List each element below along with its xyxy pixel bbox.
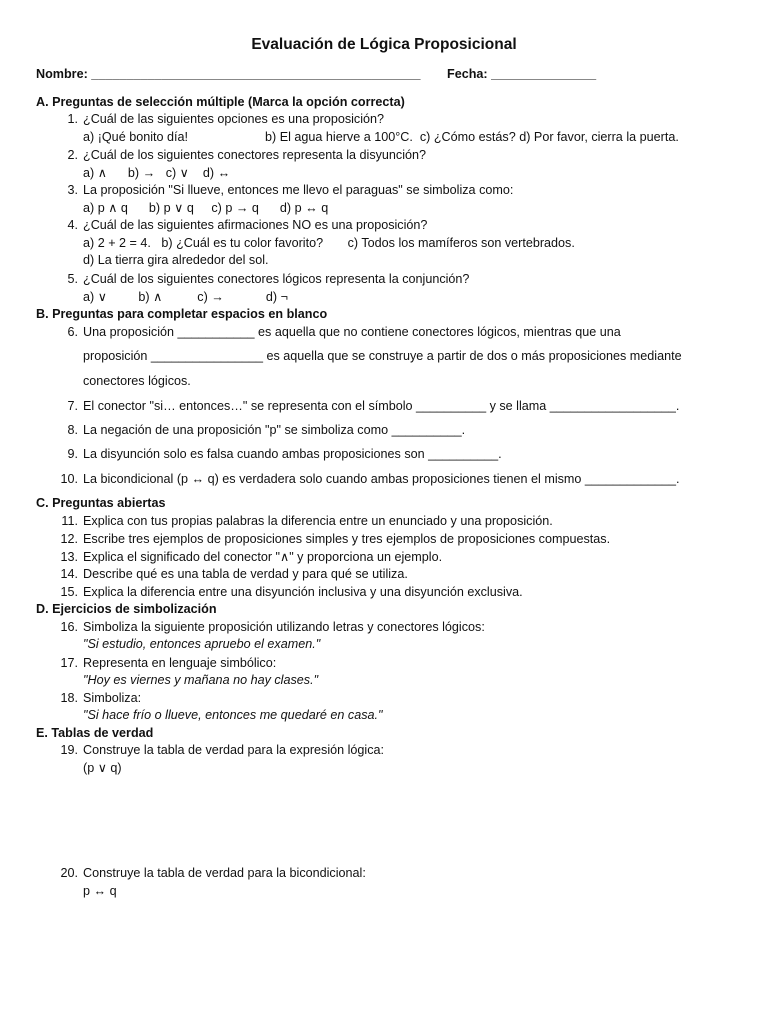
question-number: 10. xyxy=(60,472,78,486)
question-number: 18. xyxy=(60,691,78,705)
question-number: 12. xyxy=(60,532,78,546)
question-3-text: La proposición "Si llueve, entonces me llevo el paraguas" se simboliza como: xyxy=(83,183,514,197)
question-2-text: ¿Cuál de los siguientes conectores representa la disyunción? xyxy=(83,148,427,162)
question-17-text: Representa en lenguaje simbólico: xyxy=(83,656,277,670)
section-d-heading: D. Ejercicios de simbolización xyxy=(36,602,217,616)
nombre-field: Nombre: _______________________________________________ xyxy=(36,67,421,81)
question-13-text: Explica el significado del conector "∧" y proporciona un ejemplo. xyxy=(83,550,443,564)
question-9-text: La disyunción solo es falsa cuando ambas proposiciones son __________. xyxy=(83,447,502,461)
question-number: 20. xyxy=(60,866,78,880)
question-number: 14. xyxy=(60,567,78,581)
fecha-field: Fecha: _______________ xyxy=(447,67,597,81)
section-a-heading: A. Preguntas de selección múltiple (Marca la opción correcta) xyxy=(36,95,405,109)
section-b-heading: B. Preguntas para completar espacios en blanco xyxy=(36,307,328,321)
question-20-expression: p ↔ q xyxy=(83,884,117,898)
question-16-quote: "Si estudio, entonces apruebo el examen." xyxy=(83,637,321,651)
question-3-options: a) p ∧ q b) p ∨ q c) p → q d) p ↔ q xyxy=(83,201,329,215)
question-7-text: El conector "si… entonces…" se representa con el símbolo __________ y se llama __________________. xyxy=(83,399,680,413)
question-number: 4. xyxy=(67,218,78,232)
question-4-options: a) 2 + 2 = 4. b) ¿Cuál es tu color favorito? c) Todos los mamíferos son vertebrados. xyxy=(83,236,575,250)
question-2-options: a) ∧ b) → c) ∨ d) ↔ xyxy=(83,166,231,180)
question-6-line-3: conectores lógicos. xyxy=(83,374,191,388)
question-number: 2. xyxy=(67,148,78,162)
page-title: Evaluación de Lógica Proposicional xyxy=(251,36,517,53)
question-1-options-rest: b) El agua hierve a 100°C. c) ¿Cómo estás? d) Por favor, cierra la puerta. xyxy=(265,130,679,144)
section-c-heading: C. Preguntas abiertas xyxy=(36,496,166,510)
question-19-expression: (p ∨ q) xyxy=(83,761,122,775)
question-number: 9. xyxy=(67,447,78,461)
question-number: 3. xyxy=(67,183,78,197)
question-10-text: La bicondicional (p ↔ q) es verdadera solo cuando ambas proposiciones tienen el mismo _____________. xyxy=(83,472,680,486)
question-4-text: ¿Cuál de las siguientes afirmaciones NO es una proposición? xyxy=(83,218,428,232)
question-12-text: Escribe tres ejemplos de proposiciones simples y tres ejemplos de proposiciones compuestas. xyxy=(83,532,611,546)
question-number: 11. xyxy=(61,514,78,528)
question-number: 13. xyxy=(60,550,78,564)
question-20-text: Construye la tabla de verdad para la bicondicional: xyxy=(83,866,366,880)
question-number: 15. xyxy=(60,585,78,599)
question-11-text: Explica con tus propias palabras la diferencia entre un enunciado y una proposición. xyxy=(83,514,553,528)
question-4-option-d: d) La tierra gira alrededor del sol. xyxy=(83,253,269,267)
question-14-text: Describe qué es una tabla de verdad y para qué se utiliza. xyxy=(83,567,408,581)
question-18-text: Simboliza: xyxy=(83,691,142,705)
question-number: 8. xyxy=(67,423,78,437)
question-16-text: Simboliza la siguiente proposición utilizando letras y conectores lógicos: xyxy=(83,620,485,634)
section-e-heading: E. Tablas de verdad xyxy=(36,726,154,740)
question-number: 16. xyxy=(60,620,78,634)
question-15-text: Explica la diferencia entre una disyunción inclusiva y una disyunción exclusiva. xyxy=(83,585,523,599)
question-number: 5. xyxy=(67,272,78,286)
question-8-text: La negación de una proposición "p" se simboliza como __________. xyxy=(83,423,466,437)
question-18-quote: "Si hace frío o llueve, entonces me quedaré en casa." xyxy=(83,708,383,722)
question-number: 19. xyxy=(60,743,78,757)
question-number: 7. xyxy=(67,399,78,413)
question-1-text: ¿Cuál de las siguientes opciones es una proposición? xyxy=(83,112,385,126)
question-6-line-2: proposición ________________ es aquella que se construye a partir de dos o más proposiciones mediante xyxy=(83,349,682,363)
question-19-text: Construye la tabla de verdad para la expresión lógica: xyxy=(83,743,385,757)
question-17-quote: "Hoy es viernes y mañana no hay clases." xyxy=(83,673,319,687)
question-6-line-1: Una proposición ___________ es aquella que no contiene conectores lógicos, mientras que una xyxy=(83,325,621,339)
question-number: 17. xyxy=(60,656,78,670)
question-number: 1. xyxy=(67,112,78,126)
question-5-options: a) ∨ b) ∧ c) → d) ¬ xyxy=(83,290,288,304)
question-1-option-a: a) ¡Qué bonito día! xyxy=(83,130,189,144)
question-number: 6. xyxy=(67,325,78,339)
question-5-text: ¿Cuál de los siguientes conectores lógicos representa la conjunción? xyxy=(83,272,470,286)
